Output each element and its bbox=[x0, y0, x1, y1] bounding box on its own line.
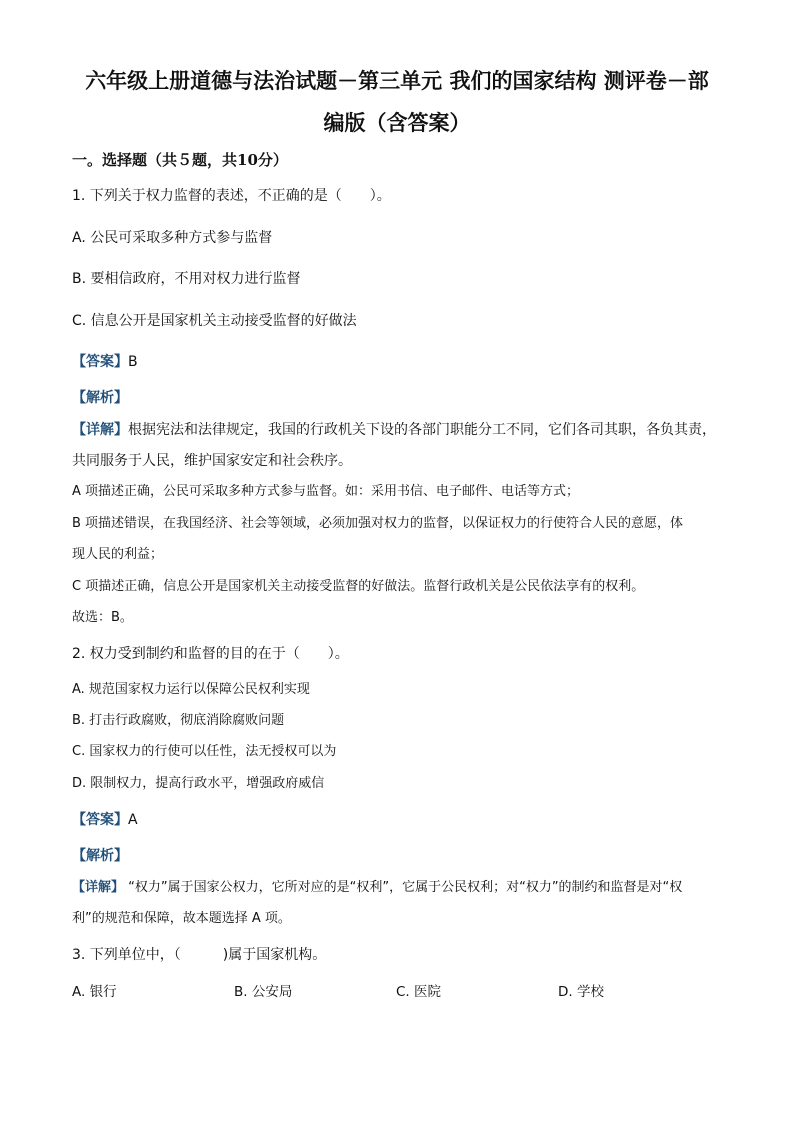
q1-answer bbox=[72, 352, 724, 372]
q2-analysis-tag bbox=[72, 846, 724, 866]
q2-detail-2: 利”的规范和保障，故本题选择 A 项。 bbox=[72, 911, 291, 926]
q1-detail-1 bbox=[72, 420, 724, 440]
q3-option-b: B. 公安局 bbox=[234, 984, 293, 1000]
answer-tag: 【答案】 bbox=[72, 354, 128, 370]
q1-detail-2: 共同服务于人民，维护国家安定和社会秩序。 bbox=[72, 453, 352, 469]
answer-value: A bbox=[128, 812, 138, 828]
document-title-line-1: 六年级上册道德与法治试题－第三单元 我们的国家结构 测评卷－部 bbox=[85, 68, 709, 93]
analysis-tag: 【解析】 bbox=[72, 390, 128, 406]
q1-stem: 1. 下列关于权力监督的表述，不正确的是（ ）。 bbox=[72, 188, 391, 204]
answer-value: B bbox=[128, 354, 138, 370]
detail-tag: 【详解】 bbox=[72, 880, 125, 895]
q2-detail-1 bbox=[72, 878, 724, 898]
q2-option-b: B. 打击行政腐败，彻底消除腐败问题 bbox=[72, 713, 285, 728]
q2-option-d: D. 限制权力，提高行政水平，增强政府威信 bbox=[72, 776, 325, 791]
q1-option-c: C. 信息公开是国家机关主动接受监督的好做法 bbox=[72, 313, 357, 329]
detail-text: 根据宪法和法律规定，我国的行政机关下设的各部门职能分工不同，它们各司其职，各负其责， bbox=[128, 422, 716, 438]
q2-option-c: C. 国家权力的行使可以任性，法无授权可以为 bbox=[72, 744, 337, 759]
q2-answer bbox=[72, 810, 724, 830]
q3-option-a: A. 银行 bbox=[72, 984, 117, 1000]
q3-option-d: D. 学校 bbox=[558, 984, 604, 1000]
q3-stem: 3. 下列单位中，（ )属于国家机构。 bbox=[72, 947, 327, 963]
q3-option-c: C. 医院 bbox=[396, 984, 442, 1000]
q1-a-explanation: A 项描述正确，公民可采取多种方式参与监督。如：采用书信、电子邮件、电话等方式； bbox=[72, 484, 580, 499]
detail-text: “权力”属于国家公权力，它所对应的是“权利”，它属于公民权利；对“权力”的制约和监督是对“权 bbox=[124, 880, 683, 895]
q1-b-explanation-1: B 项描述错误，在我国经济、社会等领域，必须加强对权力的监督，以保证权力的行使符合人民的意愿，体 bbox=[72, 516, 684, 531]
document-title-line-2: 编版（含答案） bbox=[323, 110, 471, 135]
q1-b-explanation-2: 现人民的利益； bbox=[72, 547, 164, 562]
q1-analysis-tag bbox=[72, 388, 724, 408]
q1-option-a: A. 公民可采取多种方式参与监督 bbox=[72, 230, 273, 246]
q2-option-a: A. 规范国家权力运行以保障公民权利实现 bbox=[72, 682, 310, 697]
q1-choose: 故选：B。 bbox=[72, 610, 133, 625]
analysis-tag: 【解析】 bbox=[72, 848, 128, 864]
section-heading: 一。选择题（共５题，共10分） bbox=[72, 151, 288, 169]
q1-c-explanation: C 项描述正确，信息公开是国家机关主动接受监督的好做法。监督行政机关是公民依法享有的权利。 bbox=[72, 579, 645, 594]
detail-tag: 【详解】 bbox=[72, 422, 128, 438]
q2-stem: 2. 权力受到制约和监督的目的在于（ ）。 bbox=[72, 646, 349, 662]
answer-tag: 【答案】 bbox=[72, 812, 128, 828]
q1-option-b: B. 要相信政府，不用对权力进行监督 bbox=[72, 271, 301, 287]
